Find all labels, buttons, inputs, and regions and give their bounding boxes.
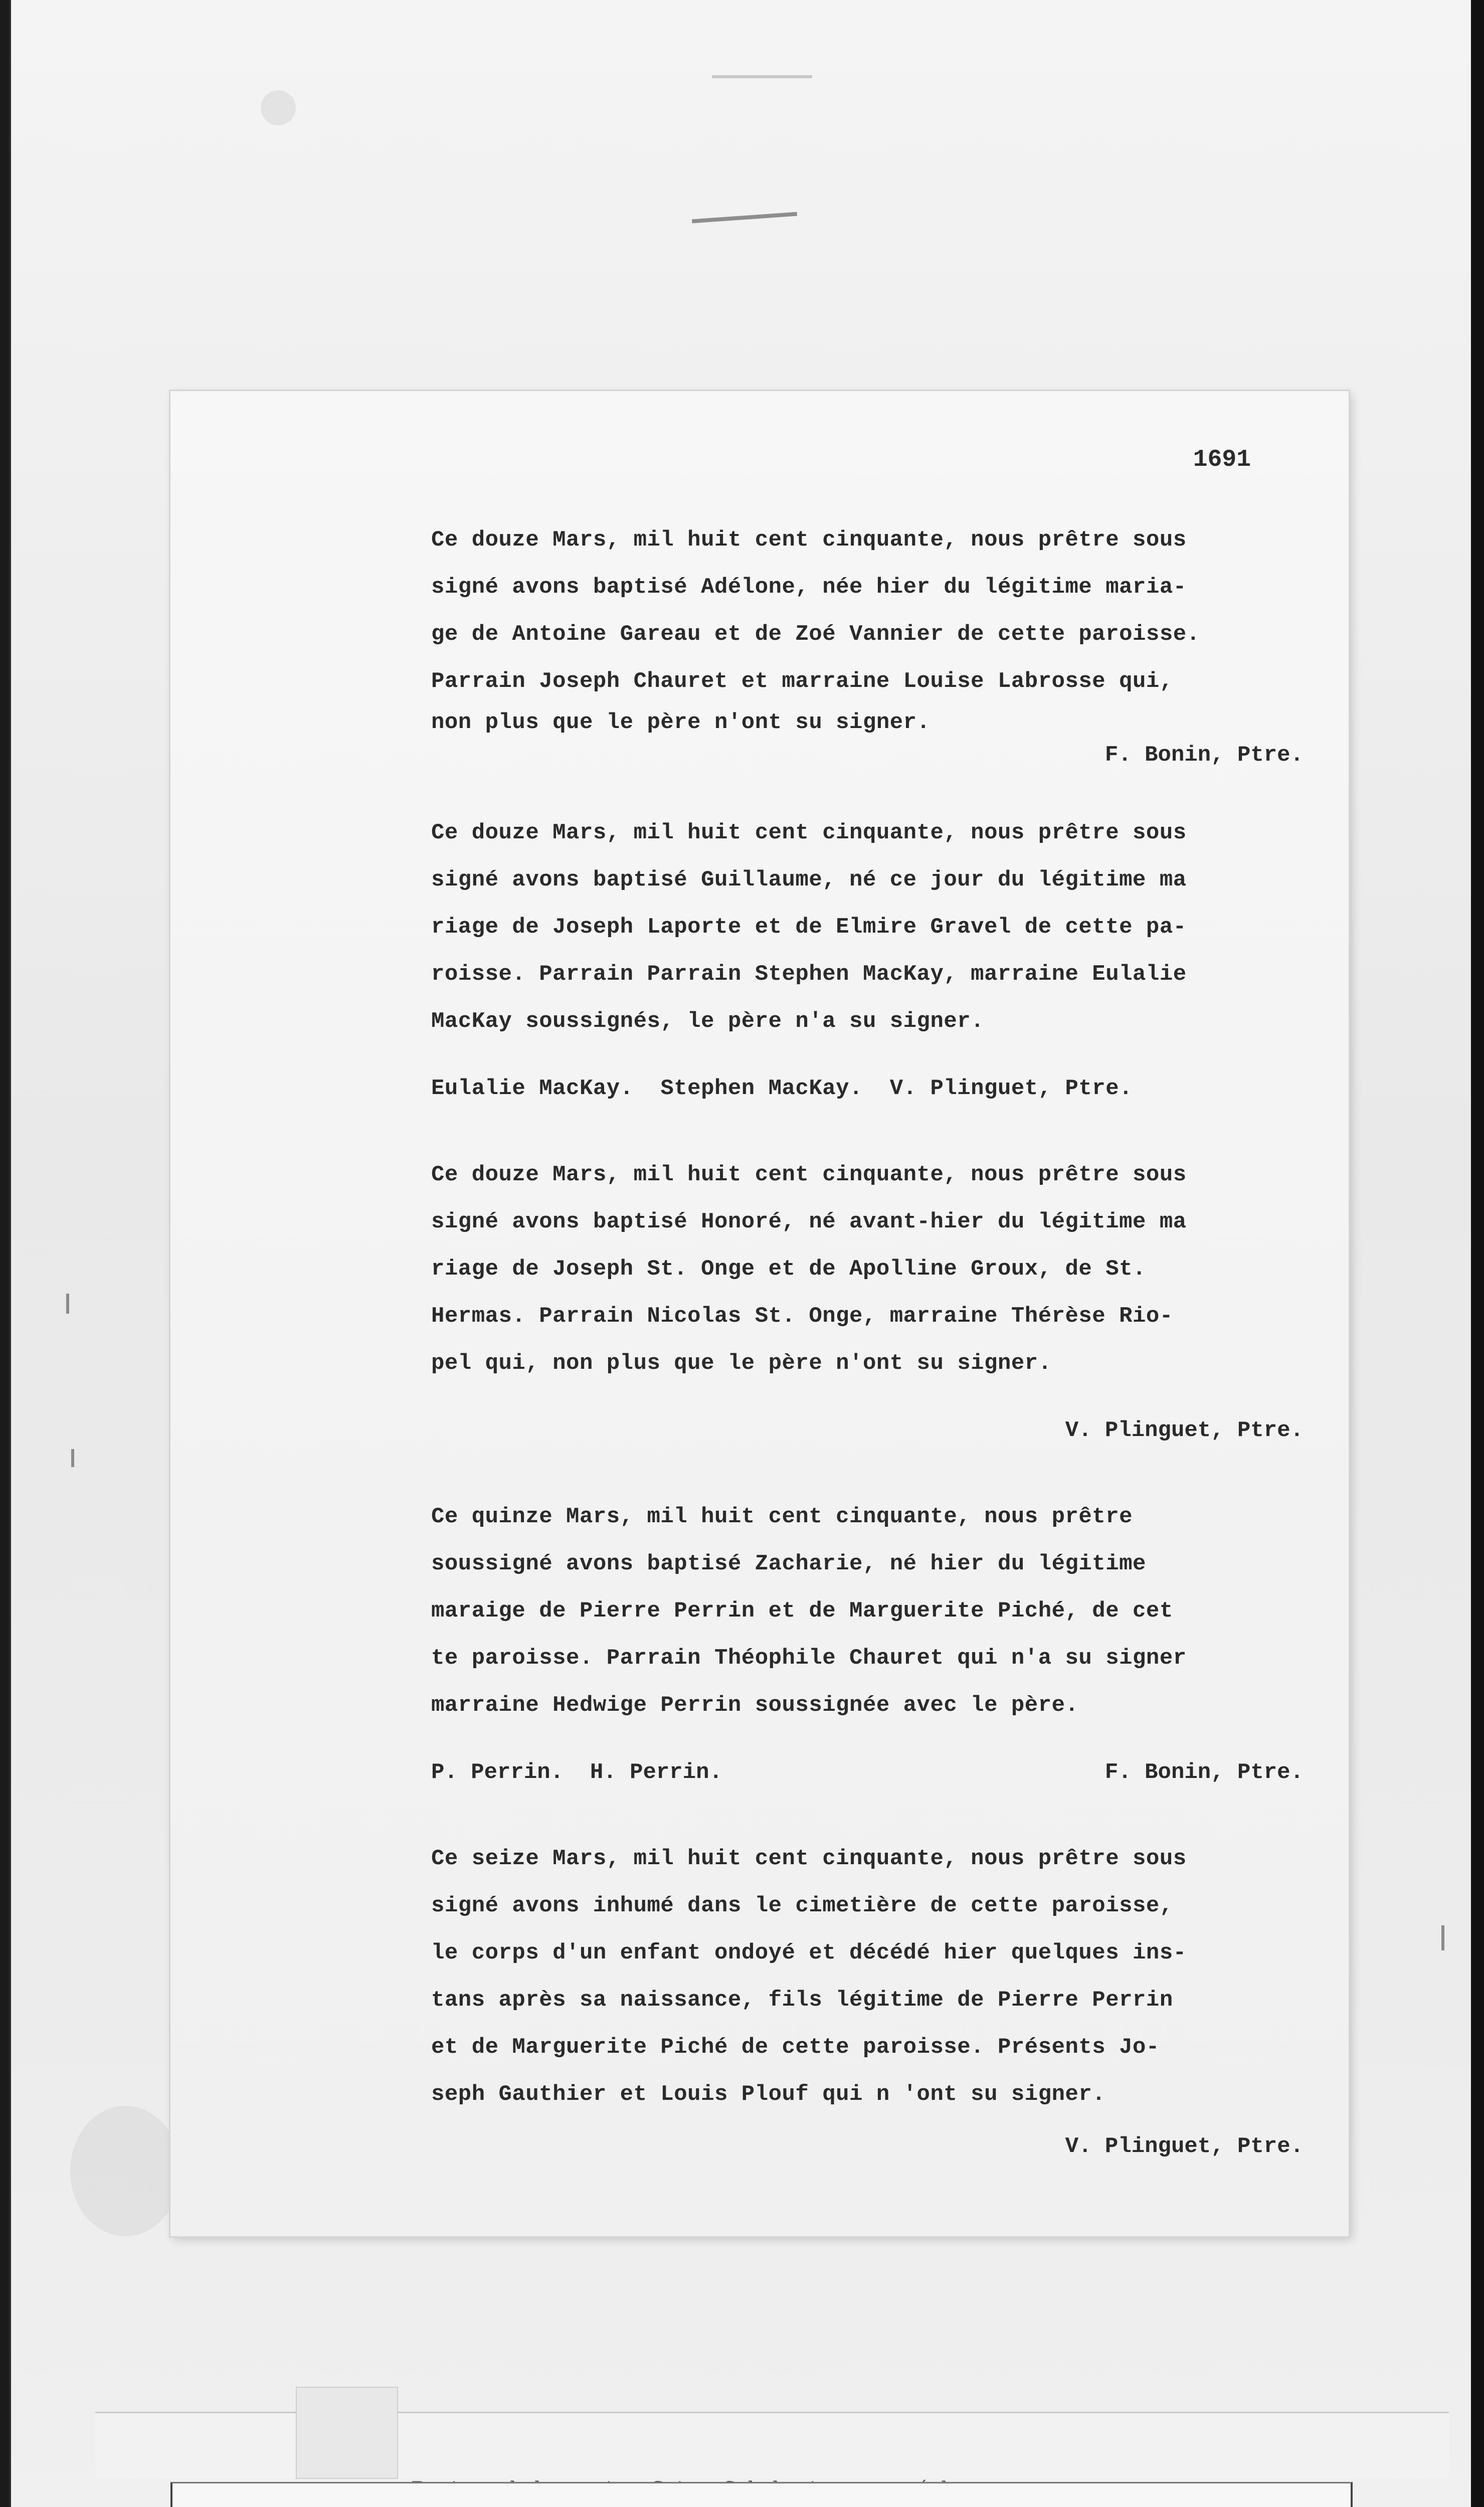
entry-text-line: Ce seize Mars, mil huit cent cinquante, nous prêtre sous [431, 1846, 1187, 1871]
entry-text-line: ge de Antoine Gareau et de Zoé Vannier de cette paroisse. [431, 622, 1200, 647]
entry-text-line: marraine Hedwige Perrin soussignée avec le père. [431, 1693, 1079, 1718]
entry-text-line: Hermas. Parrain Nicolas St. Onge, marraine Thérèse Rio- [431, 1304, 1173, 1329]
entry-text-line: et de Marguerite Piché de cette paroisse. Présents Jo- [431, 2035, 1160, 2060]
register-entries [431, 516, 1314, 2209]
entry-text-line: signé avons baptisé Adélone, née hier du légitime maria- [431, 575, 1187, 600]
entry-text-line: pel qui, non plus que le père n'ont su signer. [431, 1351, 1052, 1376]
film-edge-right [1471, 0, 1484, 2507]
film-tab [296, 2387, 398, 2479]
typed-register-page [170, 391, 1349, 2236]
entry-text-line: te paroisse. Parrain Théophile Chauret qui n'a su signer [431, 1646, 1187, 1671]
entry-text-line: riage de Joseph Laporte et de Elmire Gravel de cette pa- [431, 915, 1187, 940]
entry-text-line: tans après sa naissance, fils légitime de Pierre Perrin [431, 1988, 1173, 2013]
entry-text-line: riage de Joseph St. Onge et de Apolline Groux, de St. [431, 1257, 1146, 1282]
entry-text-line: Ce douze Mars, mil huit cent cinquante, nous prêtre sous [431, 527, 1187, 553]
entry-text-line: signé avons inhumé dans le cimetière de cette paroisse, [431, 1893, 1173, 1918]
register-entry-2 [431, 809, 1314, 1112]
entry-text-line: roisse. Parrain Parrain Stephen MacKay, marraine Eulalie [431, 962, 1187, 987]
entry-text-line: Ce douze Mars, mil huit cent cinquante, nous prêtre sous [431, 1162, 1187, 1187]
entry-text-line: seph Gauthier et Louis Plouf qui n 'ont su signer. [431, 2082, 1106, 2107]
entry-text-line: le corps d'un enfant ondoyé et décédé hier quelques ins- [431, 1940, 1187, 1965]
film-smudge [261, 90, 296, 125]
page-number: 1691 [1193, 446, 1251, 473]
entry-text-line: soussigné avons baptisé Zacharie, né hier du légitime [431, 1551, 1146, 1576]
signature-line: Eulalie MacKay. Stephen MacKay. V. Plinguet, Ptre. [431, 1076, 1133, 1101]
signature-row [431, 1749, 1314, 1796]
entry-text-line: maraige de Pierre Perrin et de Marguerite Piché, de cet [431, 1598, 1173, 1624]
entry-text-line: Ce douze Mars, mil huit cent cinquante, nous prêtre sous [431, 820, 1187, 845]
film-scratch [71, 1449, 74, 1467]
film-scratch [66, 1294, 69, 1314]
register-entry-3 [431, 1151, 1314, 1454]
entry-text-line: non plus que le père n'ont su signer. [431, 710, 931, 735]
priest-signature: V. Plinguet, Ptre. [1065, 2134, 1304, 2159]
entry-text-line: MacKay soussignés, le père n'a su signer. [431, 1009, 985, 1034]
entry-text-line: signé avons baptisé Honoré, né avant-hier du légitime ma [431, 1209, 1187, 1234]
entry-text-line: Ce quinze Mars, mil huit cent cinquante, nous prêtre [431, 1504, 1133, 1529]
archives-stamp [170, 2482, 1353, 2507]
priest-signature: F. Bonin, Ptre. [1104, 743, 1304, 768]
priest-signature: V. Plinguet, Ptre. [1065, 1418, 1304, 1443]
register-entry-4 [431, 1493, 1314, 1796]
register-entry-1 [431, 516, 1314, 770]
film-scratch [1441, 1925, 1444, 1950]
priest-signature: F. Bonin, Ptre. [1104, 1760, 1304, 1785]
film-edge-left [0, 0, 9, 2507]
register-entry-5 [431, 1835, 1314, 2170]
witness-signatures: P. Perrin. H. Perrin. [431, 1760, 722, 1785]
entry-text-line: signé avons baptisé Guillaume, né ce jour du légitime ma [431, 867, 1187, 892]
film-smudge [70, 2106, 180, 2236]
film-scratch [712, 75, 812, 78]
entry-text-line: Parrain Joseph Chauret et marraine Louise Labrosse qui, [431, 669, 1173, 694]
